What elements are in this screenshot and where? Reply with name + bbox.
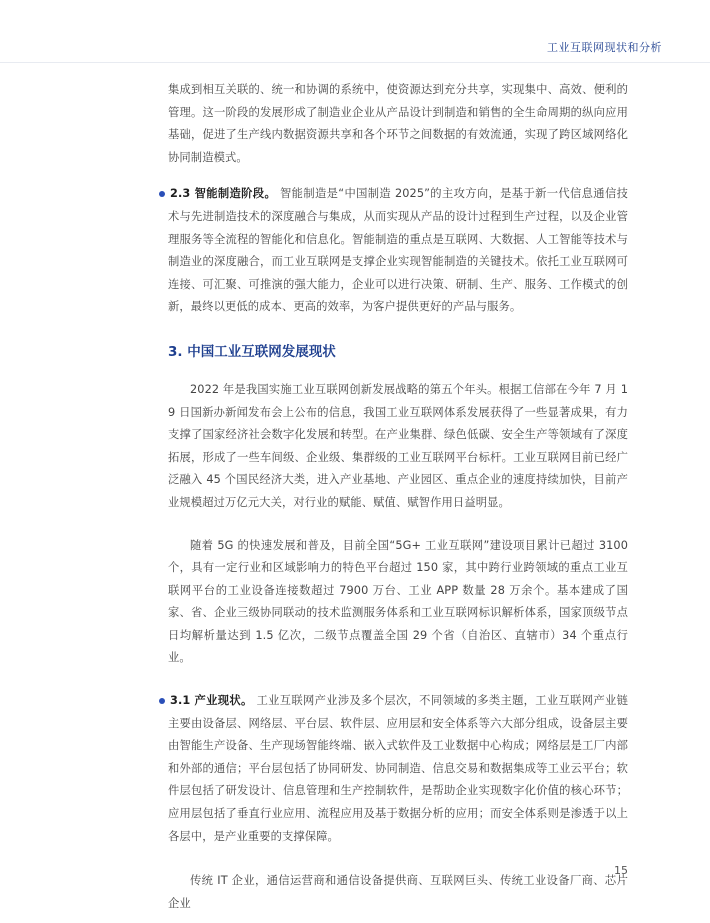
- paragraph-enterprises: 传统 IT 企业，通信运营商和通信设备提供商、互联网巨头、传统工业设备厂商、芯片企业: [168, 874, 628, 910]
- bullet-dot-icon: [159, 191, 165, 197]
- paragraph-2022-status: 2022 年是我国实施工业互联网创新发展战略的第五个年头。根据工信部在今年 7 月 19 日国新办新闻发布会上公布的信息，我国工业互联网体系发展获得了一些显著成果，有力支撑了国家经济社会数字化发展和转型。在产业集群、绿色低碳、安全生产等领域有了深度拓展，形成了一些车间级、企业级、集群级的工业互联网平台标杆。工业互联网目前已经广泛融入 45 个国民经济大类，进入产业基地、产业园区、重点企业的速度持续加快，目前产业规模超过万亿元大关，对行业的赋能、赋值、赋智作用日益明显。: [168, 382, 628, 509]
- header-divider: [0, 62, 710, 63]
- bullet-dot-icon: [159, 698, 165, 704]
- section-3-heading: 3. 中国工业互联网发展现状: [168, 343, 336, 360]
- paragraph-5g-development: 随着 5G 的快速发展和普及，目前全国“5G+ 工业互联网”建设项目累计已超过 3100 个，具有一定行业和区域影响力的特色平台超过 150 家，其中跨行业跨领域的重点工业互联网平台的工业设备连接数超过 7900 万台、工业 APP 数量 28 万余个。基本建成了国家、省、企业三级协同联动的技术监测服务体系和工业互联网标识解析体系，国家顶级节点日均解析量达到 1.5 亿次，二级节点覆盖全国 29 个省（自治区、直辖市）34 个重点行业。: [168, 538, 628, 665]
- page-number: 15: [614, 864, 628, 877]
- paragraph-continuation: 集成到相互关联的、统一和协调的系统中，使资源达到充分共享，实现集中、高效、便利的管理。这一阶段的发展形成了制造业企业从产品设计到制造和销售的全生命周期的纵向应用基础，促进了生产线内数据资源共享和各个环节之间数据的有效流通，实现了跨区域网络化协同制造模式。: [168, 83, 628, 164]
- section-3-1-text: 工业互联网产业涉及多个层次，不同领域的多类主题，工业互联网产业链主要由设备层、网络层、平台层、软件层、应用层和安全体系等六大部分组成，设备层主要由智能生产设备、生产现场智能终端、嵌入式软件及工业数据中心构成；网络层是工厂内部和外部的通信；平台层包括了协同研发、协同制造、信息交易和数据集成等工业云平台；软件层包括了研发设计、信息管理和生产控制软件，是帮助企业实现数字化价值的核心环节；应用层包括了垂直行业应用、流程应用及基于数据分析的应用；而安全体系则是渗透于以上各层中，是产业重要的支撑保障。: [168, 694, 628, 843]
- running-header: 工业互联网现状和分析: [547, 41, 662, 54]
- page-body: [168, 79, 628, 915]
- section-2-3-label: 2.3 智能制造阶段。: [170, 187, 277, 201]
- section-2-3-paragraph: [168, 183, 628, 319]
- section-3-1-paragraph: [168, 690, 628, 848]
- section-2-3-text: 智能制造是“中国制造 2025”的主攻方向，是基于新一代信息通信技术与先进制造技术的深度融合与集成，从而实现从产品的设计过程到生产过程，以及企业管理服务等全流程的智能化和信息化。智能制造的重点是互联网、大数据、人工智能等技术与制造业的深度融合，而工业互联网是支撑企业实现智能制造的关键技术。依托工业互联网可连接、可汇聚、可推演的强大能力，企业可以进行决策、研制、生产、服务、工作模式的创新，最终以更低的成本、更高的效率，为客户提供更好的产品与服务。: [168, 187, 628, 314]
- section-3-1-label: 3.1 产业现状。: [170, 694, 253, 708]
